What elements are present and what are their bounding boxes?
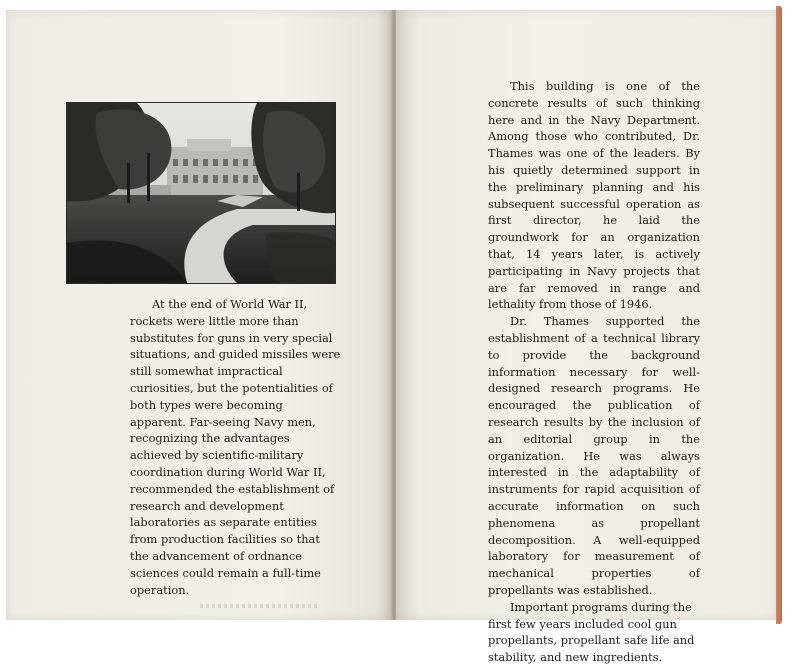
right-paragraph-1: This building is one of the concrete results of such thinking here and in the Navy Department. Among those who contributed, Dr. Thames was one of the leaders. By his quietly determined support in the preliminary planning and his subsequent successful operation as first director, he laid the groundwork for an organization that, 14 years later, is actively participating in Navy projects that are far removed in range and lethality from those of 1946. [488,79,700,312]
building-photo-icon [67,103,335,283]
right-page-text [488,78,700,666]
right-paragraph-3: Important programs during the first few years included cool gun propellants, propellant safe life and stability, and new ingredients. [488,599,695,665]
cover-edge [776,6,782,624]
building-photograph [66,102,336,284]
left-paragraph: At the end of World War II, rockets were little more than substitutes for guns in very special situations, and guided missiles were still somewhat impractical curiosities, but the potentialities of both types were becoming apparent. Far-seeing Navy men, recognizing the advantages achieved by scientific-military coordination during World War II, recommended the establishment of research and development laboratories as separate entities from production facilities so that the advancement of ordnance sciences could remain a full-time operation. [130,297,341,597]
left-page-text [130,296,342,598]
faint-footer-print [200,604,320,608]
right-paragraph-2: Dr. Thames supported the establishment of a technical library to provide the background information necessary for well-designed research programs. He encouraged the publication of research results by the inclusion of an editorial group in the organization. He was always interested in the adaptability of instruments for rapid acquisition of accurate information on such phenomena as propellant decomposition. A well-equipped laboratory for measurement of mechanical properties of propellants was established. [488,314,700,597]
